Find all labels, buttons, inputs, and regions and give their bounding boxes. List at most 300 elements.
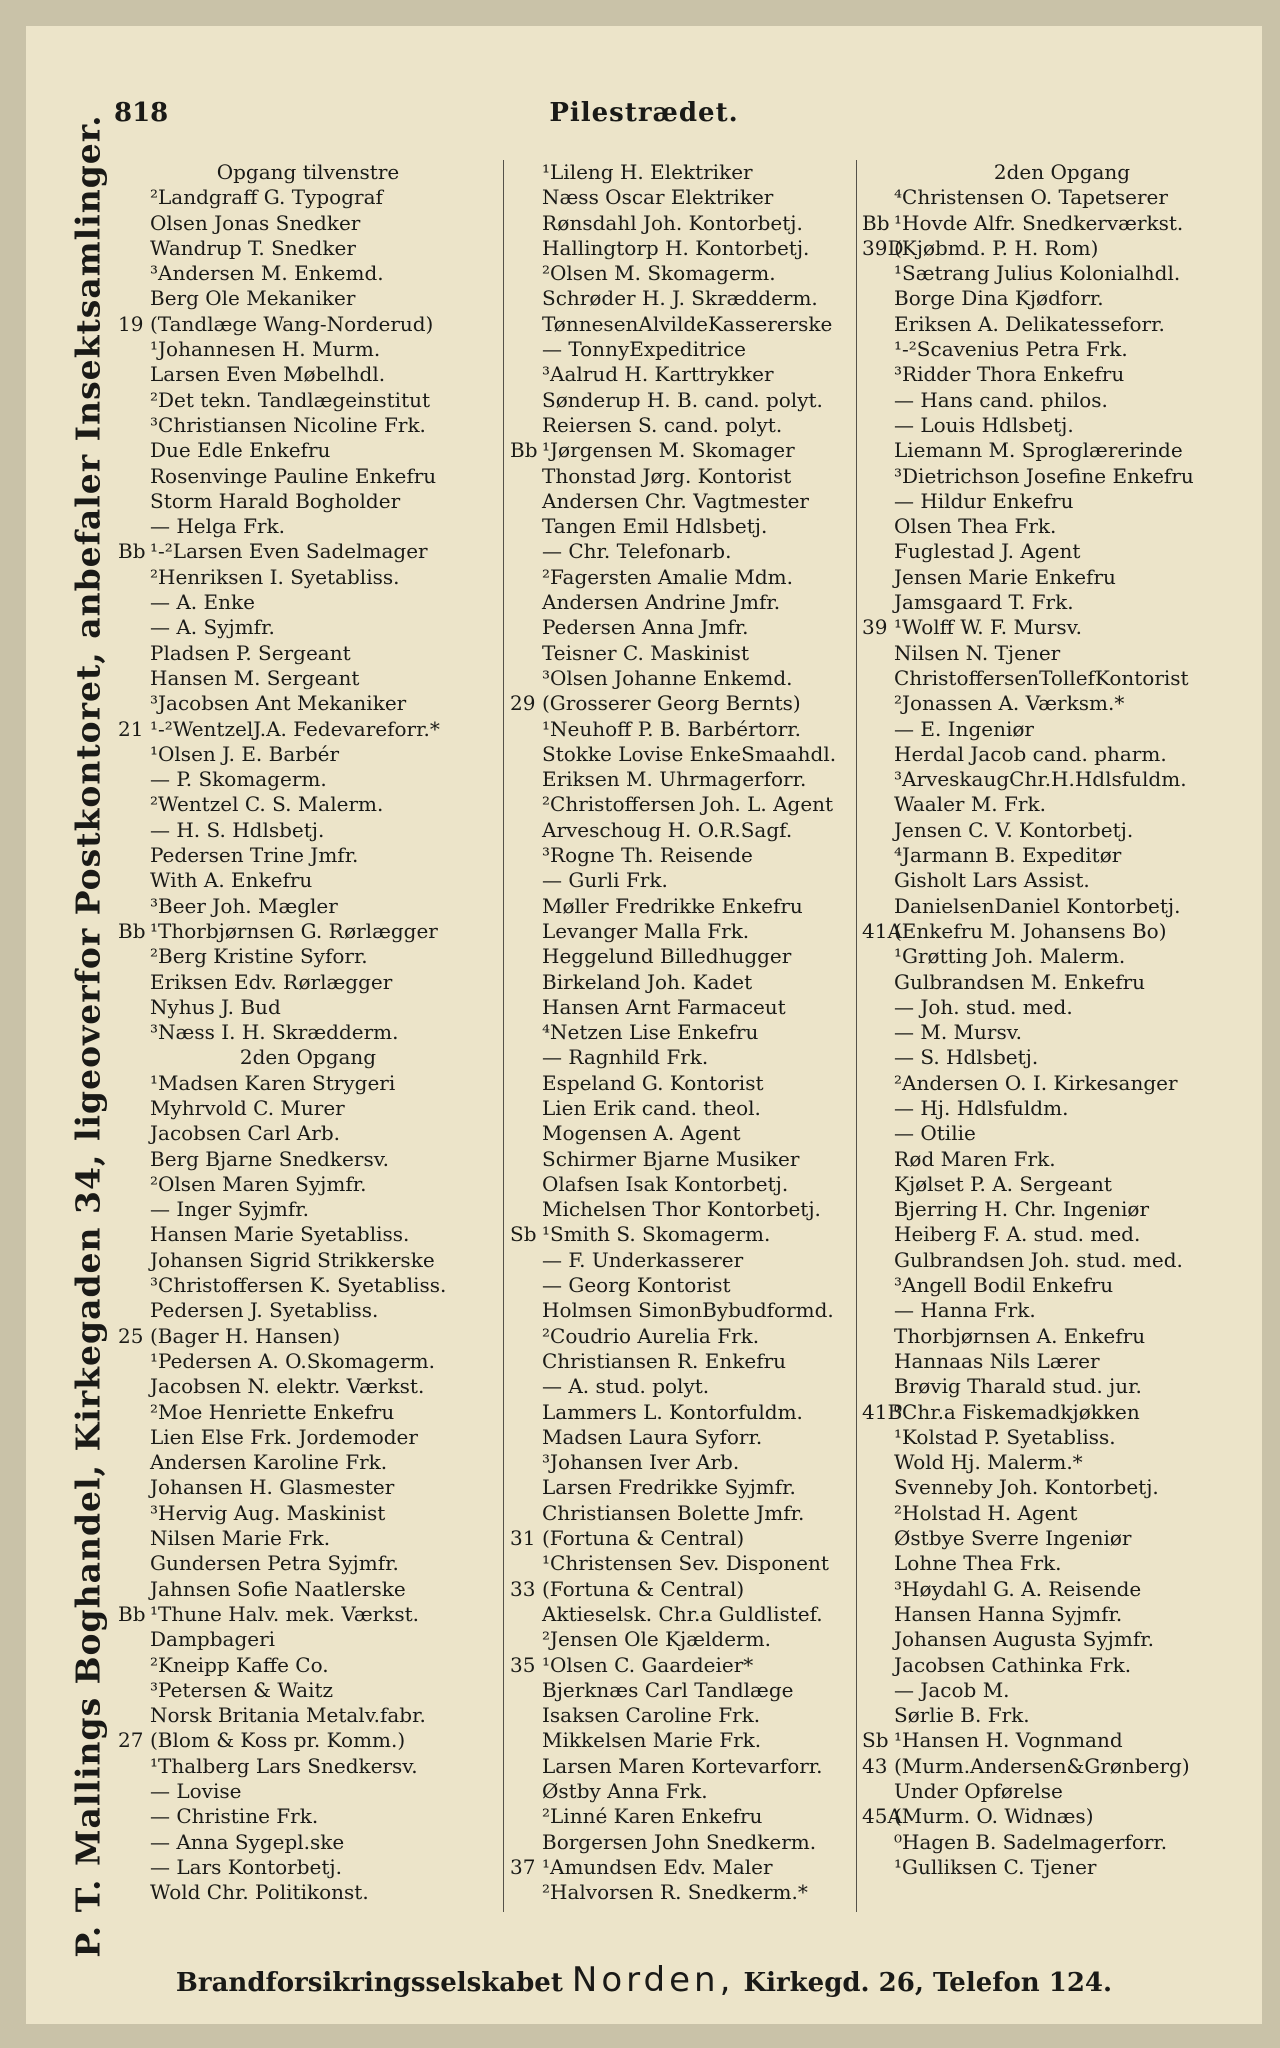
directory-entry xyxy=(118,1475,498,1500)
entry-text: ³Angell Bodil Enkefru xyxy=(894,1273,1114,1298)
entry-text: Gundersen Petra Syjmfr. xyxy=(150,1551,399,1576)
entry-text: — Otilie xyxy=(894,1121,976,1146)
directory-entry xyxy=(510,1349,854,1374)
entry-text: Liemann M. Sproglærerinde xyxy=(894,438,1183,463)
entry-text: Hallingtorp H. Kontorbetj. xyxy=(542,235,810,260)
directory-entry xyxy=(862,944,1262,969)
section-heading xyxy=(118,160,498,185)
house-number: 41A xyxy=(862,918,902,943)
entry-text: Rønsdahl Joh. Kontorbetj. xyxy=(542,210,803,235)
directory-entry xyxy=(862,1728,1262,1753)
directory-entry xyxy=(118,1400,498,1425)
entry-text: Hansen M. Sergeant xyxy=(150,665,360,690)
entry-text: Myhrvold C. Murer xyxy=(150,1095,345,1120)
directory-entry xyxy=(118,1880,498,1905)
directory-entry xyxy=(510,539,854,564)
entry-text: Johansen Augusta Syjmfr. xyxy=(894,1627,1154,1652)
entry-text: — Christine Frk. xyxy=(150,1804,319,1829)
directory-entry xyxy=(118,666,498,691)
directory-page xyxy=(26,26,1262,2024)
directory-entry xyxy=(118,1273,498,1298)
directory-entry xyxy=(510,438,854,463)
entry-text: Heiberg F. A. stud. med. xyxy=(894,1222,1141,1247)
entry-text: — M. Mursv. xyxy=(894,1020,1023,1045)
entry-text: Mikkelsen Marie Frk. xyxy=(542,1728,762,1753)
directory-entry xyxy=(118,413,498,438)
entry-text: (Enkefru M. Johansens Bo) xyxy=(894,918,1167,943)
entry-text: Larsen Even Møbelhdl. xyxy=(150,362,386,387)
entry-text: Jensen C. V. Kontorbetj. xyxy=(894,817,1134,842)
directory-entry xyxy=(510,1298,854,1323)
entry-text: ²Olsen M. Skomagerm. xyxy=(542,261,776,286)
directory-entry xyxy=(862,362,1262,387)
house-number: 29 xyxy=(510,691,536,716)
directory-entry xyxy=(118,539,498,564)
directory-entry xyxy=(118,1450,498,1475)
directory-entry xyxy=(862,1324,1262,1349)
entry-text: ²Det tekn. Tandlægeinstitut xyxy=(150,387,431,412)
directory-entry xyxy=(118,464,498,489)
entry-text: With A. Enkefru xyxy=(150,868,313,893)
side-advertisement-text: P. T. Mallings Boghandel, Kirkegaden 34, ligeoverfor Postkontoret, anbefaler Insektsamlinger. xyxy=(68,114,108,1958)
directory-entry xyxy=(118,1728,498,1753)
directory-entry xyxy=(510,1475,854,1500)
directory-entry xyxy=(862,1475,1262,1500)
entry-text: Christiansen Bolette Jmfr. xyxy=(542,1500,805,1525)
directory-entry xyxy=(862,641,1262,666)
entry-text: Østbye Sverre Ingeniør xyxy=(894,1526,1132,1551)
directory-entry xyxy=(510,362,854,387)
directory-entry xyxy=(510,1450,854,1475)
directory-entry xyxy=(118,1222,498,1247)
directory-entry xyxy=(510,1400,854,1425)
entry-text: ³Christoffersen K. Syetabliss. xyxy=(150,1273,447,1298)
directory-entry xyxy=(862,1096,1262,1121)
entry-text: Aktieselsk. Chr.a Guldlistef. xyxy=(542,1601,823,1626)
directory-entry xyxy=(118,868,498,893)
directory-entry xyxy=(862,615,1262,640)
directory-entry xyxy=(862,1374,1262,1399)
directory-entry xyxy=(510,590,854,615)
directory-entry xyxy=(510,1045,854,1070)
entry-text: — Helga Frk. xyxy=(150,514,286,539)
entry-text: ¹Gulliksen C. Tjener xyxy=(894,1854,1097,1879)
directory-entry xyxy=(510,1526,854,1551)
directory-entry xyxy=(510,1703,854,1728)
entry-text: ChristoffersenTollefKontorist xyxy=(894,665,1189,690)
house-number: Bb xyxy=(118,1601,146,1626)
directory-entry xyxy=(118,1551,498,1576)
entry-text: ²Landgraff G. Typograf xyxy=(150,185,383,210)
directory-column-2 xyxy=(510,160,854,1905)
entry-text: — Inger Syjmfr. xyxy=(150,1197,309,1222)
entry-text: ²Kneipp Kaffe Co. xyxy=(150,1652,329,1677)
directory-entry xyxy=(510,894,854,919)
directory-entry xyxy=(118,1703,498,1728)
entry-text: ³Næss I. H. Skrædderm. xyxy=(150,1020,399,1045)
directory-entry xyxy=(510,1728,854,1753)
entry-text: ¹-²Larsen Even Sadelmager xyxy=(150,539,428,564)
entry-text: Næss Oscar Elektriker xyxy=(542,185,774,210)
directory-entry xyxy=(862,1754,1262,1779)
entry-text: (Bager H. Hansen) xyxy=(150,1323,341,1348)
directory-entry xyxy=(118,1374,498,1399)
entry-text: DanielsenDaniel Kontorbetj. xyxy=(894,893,1181,918)
entry-text: Jensen Marie Enkefru xyxy=(894,564,1116,589)
entry-text: Svenneby Joh. Kontorbetj. xyxy=(894,1475,1159,1500)
entry-text: — Hildur Enkefru xyxy=(894,488,1074,513)
directory-entry xyxy=(510,742,854,767)
entry-text: (Tandlæge Wang-Norderud) xyxy=(150,311,434,336)
entry-text: ¹-²Scavenius Petra Frk. xyxy=(894,337,1128,362)
entry-text: ²Halvorsen R. Snedkerm.* xyxy=(542,1880,808,1905)
entry-text: Gulbrandsen Joh. stud. med. xyxy=(894,1247,1183,1272)
directory-entry xyxy=(862,1627,1262,1652)
directory-entry xyxy=(862,1172,1262,1197)
directory-entry xyxy=(118,742,498,767)
directory-entry xyxy=(862,666,1262,691)
entry-text: (Grosserer Georg Bernts) xyxy=(542,691,801,716)
directory-entry xyxy=(862,286,1262,311)
house-number: Bb xyxy=(510,438,538,463)
entry-text: Espeland G. Kontorist xyxy=(542,1070,764,1095)
directory-entry xyxy=(510,312,854,337)
directory-entry xyxy=(862,1501,1262,1526)
entry-text: Heggelund Billedhugger xyxy=(542,944,792,969)
entry-text: — A. stud. polyt. xyxy=(542,1374,710,1399)
entry-text: ¹Jørgensen M. Skomager xyxy=(542,438,795,463)
entry-text: ⁴Netzen Lise Enkefru xyxy=(542,1020,759,1045)
entry-text: Jacobsen N. elektr. Værkst. xyxy=(150,1374,425,1399)
entry-text: — Lovise xyxy=(150,1779,242,1803)
entry-text: Borge Dina Kjødforr. xyxy=(894,286,1104,311)
directory-entry xyxy=(862,1602,1262,1627)
directory-entry xyxy=(862,1400,1262,1425)
house-number: Sb xyxy=(510,1222,537,1247)
entry-text: Madsen Laura Syforr. xyxy=(542,1424,763,1449)
page-number: 818 xyxy=(114,98,169,128)
directory-entry xyxy=(510,1071,854,1096)
directory-entry xyxy=(510,185,854,210)
entry-text: Due Edle Enkefru xyxy=(150,438,331,463)
directory-entry xyxy=(118,1855,498,1880)
directory-entry xyxy=(118,717,498,742)
directory-entry xyxy=(862,1779,1262,1804)
entry-text: — Chr. Telefonarb. xyxy=(542,539,732,564)
entry-text: ¹Kolstad P. Syetabliss. xyxy=(894,1424,1116,1449)
directory-entry xyxy=(118,1526,498,1551)
entry-text: Gulbrandsen M. Enkefru xyxy=(894,969,1146,994)
directory-entry xyxy=(118,1096,498,1121)
entry-text: — A. Enke xyxy=(150,590,255,615)
directory-entry xyxy=(862,489,1262,514)
directory-entry xyxy=(510,388,854,413)
directory-entry xyxy=(862,717,1262,742)
directory-entry xyxy=(862,1653,1262,1678)
entry-text: 2den Opgang xyxy=(993,160,1131,184)
directory-entry xyxy=(510,641,854,666)
directory-entry xyxy=(862,818,1262,843)
entry-text: Rød Maren Frk. xyxy=(894,1146,1056,1171)
entry-text: Nilsen Marie Frk. xyxy=(150,1526,331,1551)
entry-text: Pedersen Trine Jmfr. xyxy=(150,843,359,868)
entry-text: ³Beer Joh. Mægler xyxy=(150,893,338,918)
footer-advertisement xyxy=(26,1960,1262,2000)
entry-text: ³Ridder Thora Enkefru xyxy=(894,362,1125,387)
entry-text: Eriksen Edv. Rørlægger xyxy=(150,969,393,994)
directory-entry xyxy=(118,1248,498,1273)
directory-entry xyxy=(510,413,854,438)
entry-text: Andersen Andrine Jmfr. xyxy=(542,590,781,615)
directory-entry xyxy=(118,286,498,311)
entry-text: ²Fagersten Amalie Mdm. xyxy=(542,564,793,589)
entry-text: — Lars Kontorbetj. xyxy=(150,1854,342,1879)
directory-entry xyxy=(510,767,854,792)
house-number: 21 xyxy=(118,716,144,741)
directory-entry xyxy=(862,337,1262,362)
directory-entry xyxy=(118,843,498,868)
directory-entry xyxy=(118,1627,498,1652)
directory-entry xyxy=(510,818,854,843)
house-number: 31 xyxy=(510,1526,536,1551)
entry-text: Fuglestad J. Agent xyxy=(894,539,1081,564)
entry-text: Lohne Thea Frk. xyxy=(894,1551,1062,1576)
directory-entry xyxy=(118,1121,498,1146)
entry-text: Bjerring H. Chr. Ingeniør xyxy=(894,1197,1150,1222)
directory-entry xyxy=(510,1172,854,1197)
entry-text: — Anna Sygepl.ske xyxy=(150,1829,345,1854)
directory-entry xyxy=(862,1577,1262,1602)
entry-text: Johansen H. Glasmester xyxy=(150,1475,395,1500)
entry-text: Johansen Sigrid Strikkerske xyxy=(150,1247,435,1272)
entry-text: Olsen Thea Frk. xyxy=(894,514,1057,539)
directory-entry xyxy=(862,590,1262,615)
entry-text: Under Opførelse xyxy=(894,1779,1063,1803)
entry-text: Christiansen R. Enkefru xyxy=(542,1348,787,1373)
directory-entry xyxy=(118,1147,498,1172)
directory-entry xyxy=(510,1855,854,1880)
directory-entry xyxy=(118,1577,498,1602)
entry-text: ⁴Jarmann B. Expeditør xyxy=(894,843,1122,868)
entry-text: Isaksen Caroline Frk. xyxy=(542,1703,761,1728)
entry-text: Andersen Chr. Vagtmester xyxy=(542,488,809,513)
entry-text: — Hj. Hdlsfuldm. xyxy=(894,1095,1069,1120)
directory-entry xyxy=(118,1830,498,1855)
house-number: 37 xyxy=(510,1854,536,1879)
entry-text: Andersen Karoline Frk. xyxy=(150,1450,388,1475)
entry-text: ¹Thorbjørnsen G. Rørlægger xyxy=(150,918,438,943)
house-number: 19 xyxy=(118,311,144,336)
entry-text: Hansen Marie Syetabliss. xyxy=(150,1222,410,1247)
directory-entry xyxy=(118,970,498,995)
directory-entry xyxy=(118,489,498,514)
directory-entry xyxy=(862,514,1262,539)
entry-text: ³Olsen Johanne Enkemd. xyxy=(542,665,793,690)
directory-entry xyxy=(510,1880,854,1905)
entry-text: ³Johansen Iver Arb. xyxy=(542,1450,740,1475)
entry-text: Eriksen M. Uhrmagerforr. xyxy=(542,767,807,792)
directory-entry xyxy=(862,1273,1262,1298)
directory-entry xyxy=(510,1653,854,1678)
entry-text: Berg Bjarne Snedkersv. xyxy=(150,1146,389,1171)
directory-entry xyxy=(510,868,854,893)
directory-entry xyxy=(862,261,1262,286)
entry-text: Herdal Jacob cand. pharm. xyxy=(894,741,1167,766)
entry-text: Eriksen A. Delikatesseforr. xyxy=(894,311,1165,336)
directory-entry xyxy=(862,843,1262,868)
entry-text: Bjerknæs Carl Tandlæge xyxy=(542,1677,794,1702)
entry-text: ³ArveskaugChr.H.Hdlsfuldm. xyxy=(894,767,1187,792)
house-number: 43 xyxy=(862,1753,888,1778)
directory-entry xyxy=(510,1602,854,1627)
section-heading xyxy=(118,1045,498,1070)
entry-text: ³Petersen & Waitz xyxy=(150,1677,334,1702)
entry-text: ³Dietrichson Josefine Enkefru xyxy=(894,463,1194,488)
entry-text: — Hanna Frk. xyxy=(894,1298,1036,1323)
directory-entry xyxy=(862,691,1262,716)
directory-entry xyxy=(118,767,498,792)
entry-text: Thorbjørnsen A. Enkefru xyxy=(894,1323,1146,1348)
entry-text: — Gurli Frk. xyxy=(542,868,668,893)
entry-text: Pedersen Anna Jmfr. xyxy=(542,615,749,640)
house-number: Bb xyxy=(118,918,146,943)
entry-text: ²Wentzel C. S. Malerm. xyxy=(150,792,384,817)
entry-text: ¹Sætrang Julius Kolonialhdl. xyxy=(894,261,1181,286)
entry-text: — H. S. Hdlsbetj. xyxy=(150,817,325,842)
directory-entry xyxy=(118,565,498,590)
entry-text: ²Jonassen A. Værksm.* xyxy=(894,691,1125,716)
entry-text: Dampbageri xyxy=(150,1627,276,1652)
house-number: 45A xyxy=(862,1804,902,1829)
entry-text: ³Jacobsen Ant Mekaniker xyxy=(150,691,407,716)
column-divider xyxy=(856,160,857,1912)
entry-text: ¹Olsen J. E. Barbér xyxy=(150,741,340,766)
entry-text: Rosenvinge Pauline Enkefru xyxy=(150,463,437,488)
directory-entry xyxy=(510,211,854,236)
entry-text: Nilsen N. Tjener xyxy=(894,640,1061,665)
directory-entry xyxy=(862,413,1262,438)
directory-entry xyxy=(862,970,1262,995)
entry-text: Jacobsen Cathinka Frk. xyxy=(894,1652,1132,1677)
entry-text: Reiersen S. cand. polyt. xyxy=(542,412,783,437)
directory-entry xyxy=(862,236,1262,261)
house-number: 33 xyxy=(510,1576,536,1601)
directory-entry xyxy=(510,286,854,311)
entry-text: ²Moe Henriette Enkefru xyxy=(150,1399,395,1424)
house-number: Bb xyxy=(862,210,890,235)
entry-text: — TonnyExpeditrice xyxy=(542,337,746,362)
entry-text: Nyhus J. Bud xyxy=(150,994,281,1019)
directory-entry xyxy=(862,995,1262,1020)
entry-text: Teisner C. Maskinist xyxy=(542,640,749,665)
entry-text: Larsen Fredrikke Syjmfr. xyxy=(542,1475,796,1500)
directory-entry xyxy=(862,1045,1262,1070)
entry-text: ¹Smith S. Skomagerm. xyxy=(542,1222,771,1247)
entry-text: Opgang tilvenstre xyxy=(216,160,400,184)
directory-entry xyxy=(510,160,854,185)
entry-text: ³Andersen M. Enkemd. xyxy=(150,261,384,286)
directory-entry xyxy=(862,742,1262,767)
directory-entry xyxy=(862,1121,1262,1146)
directory-entry xyxy=(510,666,854,691)
directory-entry xyxy=(510,1830,854,1855)
directory-entry xyxy=(862,1071,1262,1096)
directory-entry xyxy=(862,185,1262,210)
entry-text: ¹Hansen H. Vognmand xyxy=(894,1728,1123,1753)
directory-entry xyxy=(118,185,498,210)
directory-entry xyxy=(118,590,498,615)
directory-entry xyxy=(118,1678,498,1703)
entry-text: Schirmer Bjarne Musiker xyxy=(542,1146,800,1171)
entry-text: ¹Pedersen A. O.Skomagerm. xyxy=(150,1348,435,1373)
entry-text: Stokke Lovise EnkeSmaahdl. xyxy=(542,741,837,766)
directory-entry xyxy=(510,1804,854,1829)
directory-entry xyxy=(118,818,498,843)
entry-text: Waaler M. Frk. xyxy=(894,792,1046,817)
directory-entry xyxy=(510,261,854,286)
directory-entry xyxy=(862,919,1262,944)
directory-entry xyxy=(510,1147,854,1172)
directory-entry xyxy=(862,1222,1262,1247)
entry-text: — Georg Kontorist xyxy=(542,1273,731,1298)
directory-entry xyxy=(510,1425,854,1450)
directory-entry xyxy=(862,868,1262,893)
directory-entry xyxy=(118,919,498,944)
house-number: 39D xyxy=(862,235,904,260)
directory-entry xyxy=(862,1248,1262,1273)
house-number: 35 xyxy=(510,1652,536,1677)
entry-text: Lien Erik cand. theol. xyxy=(542,1095,761,1120)
entry-text: ²Berg Kristine Syforr. xyxy=(150,944,368,969)
entry-text: Lien Else Frk. Jordemoder xyxy=(150,1424,418,1449)
house-number: Sb xyxy=(862,1728,889,1753)
directory-entry xyxy=(118,641,498,666)
directory-entry xyxy=(510,1754,854,1779)
directory-entry xyxy=(862,767,1262,792)
entry-text: Brøvig Tharald stud. jur. xyxy=(894,1374,1142,1399)
entry-text: Sønderup H. B. cand. polyt. xyxy=(542,387,823,412)
directory-entry xyxy=(118,1020,498,1045)
entry-text: — P. Skomagerm. xyxy=(150,767,327,792)
entry-text: ²Coudrio Aurelia Frk. xyxy=(542,1323,760,1348)
entry-text: Berg Ole Mekaniker xyxy=(150,286,356,311)
entry-text: Borgersen John Snedkerm. xyxy=(542,1829,817,1854)
directory-entry xyxy=(118,261,498,286)
entry-text: (Blom & Koss pr. Komm.) xyxy=(150,1728,406,1753)
entry-text: Arveschoug H. O.R.Sagf. xyxy=(542,817,793,842)
entry-text: ¹Hovde Alfr. Snedkerværkst. xyxy=(894,210,1184,235)
entry-text: — Hans cand. philos. xyxy=(894,387,1108,412)
entry-text: (Fortuna & Central) xyxy=(542,1526,745,1551)
entry-text: Jamsgaard T. Frk. xyxy=(894,590,1074,615)
directory-entry xyxy=(118,1425,498,1450)
entry-text: Møller Fredrikke Enkefru xyxy=(542,893,803,918)
entry-text: ¹Christensen Sev. Disponent xyxy=(542,1551,829,1576)
entry-text: Wandrup T. Snedker xyxy=(150,235,356,260)
entry-text: ¹Grøtting Joh. Malerm. xyxy=(894,944,1126,969)
entry-text: ¹Madsen Karen Strygeri xyxy=(150,1070,396,1095)
entry-text: ³Rogne Th. Reisende xyxy=(542,843,753,868)
entry-text: Jacobsen Carl Arb. xyxy=(150,1121,341,1146)
directory-entry xyxy=(862,1147,1262,1172)
entry-text: — Jacob M. xyxy=(894,1677,1010,1702)
directory-entry xyxy=(118,1804,498,1829)
directory-entry xyxy=(510,236,854,261)
directory-entry xyxy=(510,944,854,969)
directory-entry xyxy=(510,464,854,489)
entry-text: ⁰Hagen B. Sadelmagerforr. xyxy=(894,1829,1168,1854)
entry-text: Olsen Jonas Snedker xyxy=(150,210,361,235)
